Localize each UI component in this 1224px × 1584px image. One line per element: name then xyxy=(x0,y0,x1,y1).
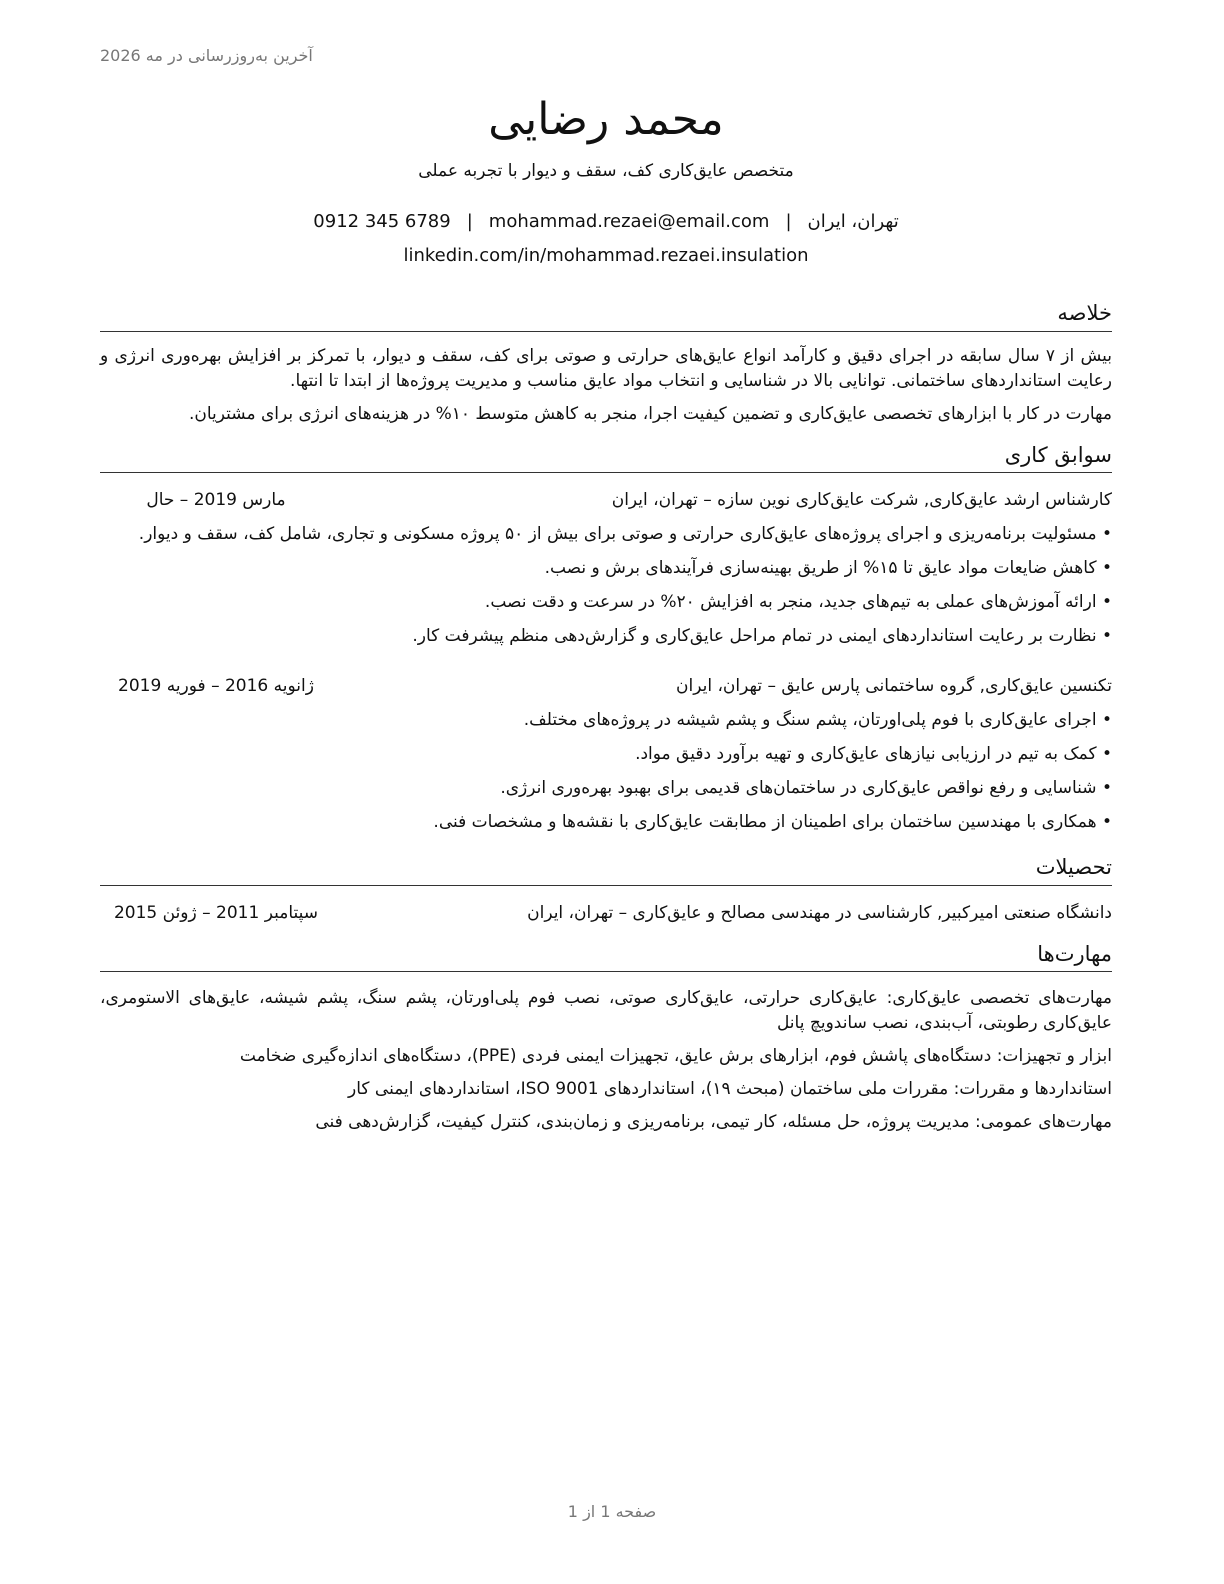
education-section xyxy=(100,853,1112,925)
job-bullet: • کاهش ضایعات مواد عایق تا ۱۵% از طریق بهینه‌سازی فرآیندهای برش و نصب. xyxy=(100,551,1112,585)
job-dates: مارس 2019 – حال xyxy=(146,490,286,511)
section-title-summary: خلاصه xyxy=(100,299,1112,331)
summary-section xyxy=(100,299,1112,426)
section-title-skills: مهارت‌ها xyxy=(100,940,1112,972)
skill-group: مهارت‌های عمومی: مدیریت پروژه، حل مسئله، کار تیمی، برنامه‌ریزی و زمان‌بندی، کنترل کیفیت، گزارش‌دهی فنی xyxy=(315,1111,1112,1132)
skills-section xyxy=(100,940,1112,1135)
contact-info xyxy=(100,205,1112,273)
job-bullet: • شناسایی و رفع نواقص عایق‌کاری در ساختمان‌های قدیمی برای بهبود بهره‌وری انرژی. xyxy=(100,771,1112,805)
phone-number: 0912 345 6789 xyxy=(313,211,451,233)
job-entry xyxy=(100,487,1112,653)
skill-group: مهارت‌های تخصصی عایق‌کاری: عایق‌کاری حرارتی، عایق‌کاری صوتی، نصب فوم پلی‌اورتان، پشم سنگ، پشم شیشه، عایق‌های الاستومری، عایق‌کاری رطوبتی، آب‌بندی، نصب ساندویچ پانل xyxy=(100,987,1112,1033)
summary-paragraph: بیش از ۷ سال سابقه در اجرای دقیق و کارآمد انواع عایق‌های حرارتی و صوتی برای کف، سقف و دیوار، با تمرکز بر افزایش بهره‌وری انرژی و رعایت استانداردهای ساختمانی. توانایی بالا در شناسایی و انتخاب مواد عایق مناسب و مدیریت پروژه‌ها از ابتدا تا انتها. xyxy=(100,345,1112,391)
job-bullet: • ارائه آموزش‌های عملی به تیم‌های جدید، منجر به افزایش ۲۰% در سرعت و دقت نصب. xyxy=(100,585,1112,619)
job-bullet: • کمک به تیم در ارزیابی نیازهای عایق‌کاری و تهیه برآورد دقیق مواد. xyxy=(100,737,1112,771)
job-bullet: • مسئولیت برنامه‌ریزی و اجرای پروژه‌های عایق‌کاری حرارتی و صوتی برای بیش از ۵۰ پروژه مسکونی و تجاری، شامل کف، سقف و دیوار. xyxy=(100,517,1112,551)
page-number: صفحه 1 از 1 xyxy=(567,1502,657,1521)
job-bullets xyxy=(100,517,1112,653)
summary-paragraph: مهارت در کار با ابزارهای تخصصی عایق‌کاری و تضمین کیفیت اجرا، منجر به کاهش متوسط ۱۰% در هزینه‌های انرژی برای مشتریان. xyxy=(188,403,1112,424)
email-link[interactable]: mohammad.rezaei@email.com xyxy=(488,211,770,233)
job-bullet: • نظارت بر رعایت استانداردهای ایمنی در تمام مراحل عایق‌کاری و گزارش‌دهی منظم پیشرفت کار. xyxy=(100,619,1112,653)
linkedin-link[interactable]: linkedin.com/in/mohammad.rezaei.insulation xyxy=(403,245,809,267)
location: تهران، ایران xyxy=(807,211,899,233)
job-header xyxy=(100,673,1112,699)
last-updated-note: آخرین به‌روزرسانی در مه 2026 xyxy=(100,46,313,65)
education-entry xyxy=(100,900,1112,926)
job-entry xyxy=(100,673,1112,839)
job-bullet: • اجرای عایق‌کاری با فوم پلی‌اورتان، پشم سنگ و پشم شیشه در پروژه‌های مختلف. xyxy=(100,703,1112,737)
resume-document xyxy=(100,90,1112,1135)
separator: | xyxy=(785,211,792,233)
job-title-company: تکنسین عایق‌کاری, گروه ساختمانی پارس عایق – تهران، ایران xyxy=(676,676,1112,697)
section-title-experience: سوابق کاری xyxy=(100,441,1112,473)
experience-section xyxy=(100,441,1112,839)
education-institution-degree: دانشگاه صنعتی امیرکبیر, کارشناسی در مهندسی مصالح و عایق‌کاری – تهران، ایران xyxy=(527,902,1112,923)
person-name: محمد رضایی xyxy=(488,94,724,145)
skill-group: استانداردها و مقررات: مقررات ملی ساختمان (مبحث ۱۹)، استانداردهای ISO 9001، استانداردهای ایمنی کار xyxy=(348,1078,1112,1099)
tagline: متخصص عایق‌کاری کف، سقف و دیوار با تجربه عملی xyxy=(418,161,794,182)
job-bullet: • همکاری با مهندسین ساختمان برای اطمینان از مطابقت عایق‌کاری با نقشه‌ها و مشخصات فنی. xyxy=(100,805,1112,839)
job-title-company: کارشناس ارشد عایق‌کاری, شرکت عایق‌کاری نوین سازه – تهران، ایران xyxy=(611,490,1112,511)
job-header xyxy=(100,487,1112,513)
skill-group: ابزار و تجهیزات: دستگاه‌های پاشش فوم، ابزارهای برش عایق، تجهیزات ایمنی فردی (PPE)، دستگاه‌های اندازه‌گیری ضخامت xyxy=(239,1045,1112,1066)
education-dates: سپتامبر 2011 – ژوئن 2015 xyxy=(113,902,319,923)
separator: | xyxy=(466,211,473,233)
contact-line xyxy=(100,205,1112,239)
resume-header xyxy=(100,90,1112,273)
section-title-education: تحصیلات xyxy=(100,853,1112,885)
job-bullets xyxy=(100,703,1112,839)
job-dates: ژانویه 2016 – فوریه 2019 xyxy=(118,676,314,697)
